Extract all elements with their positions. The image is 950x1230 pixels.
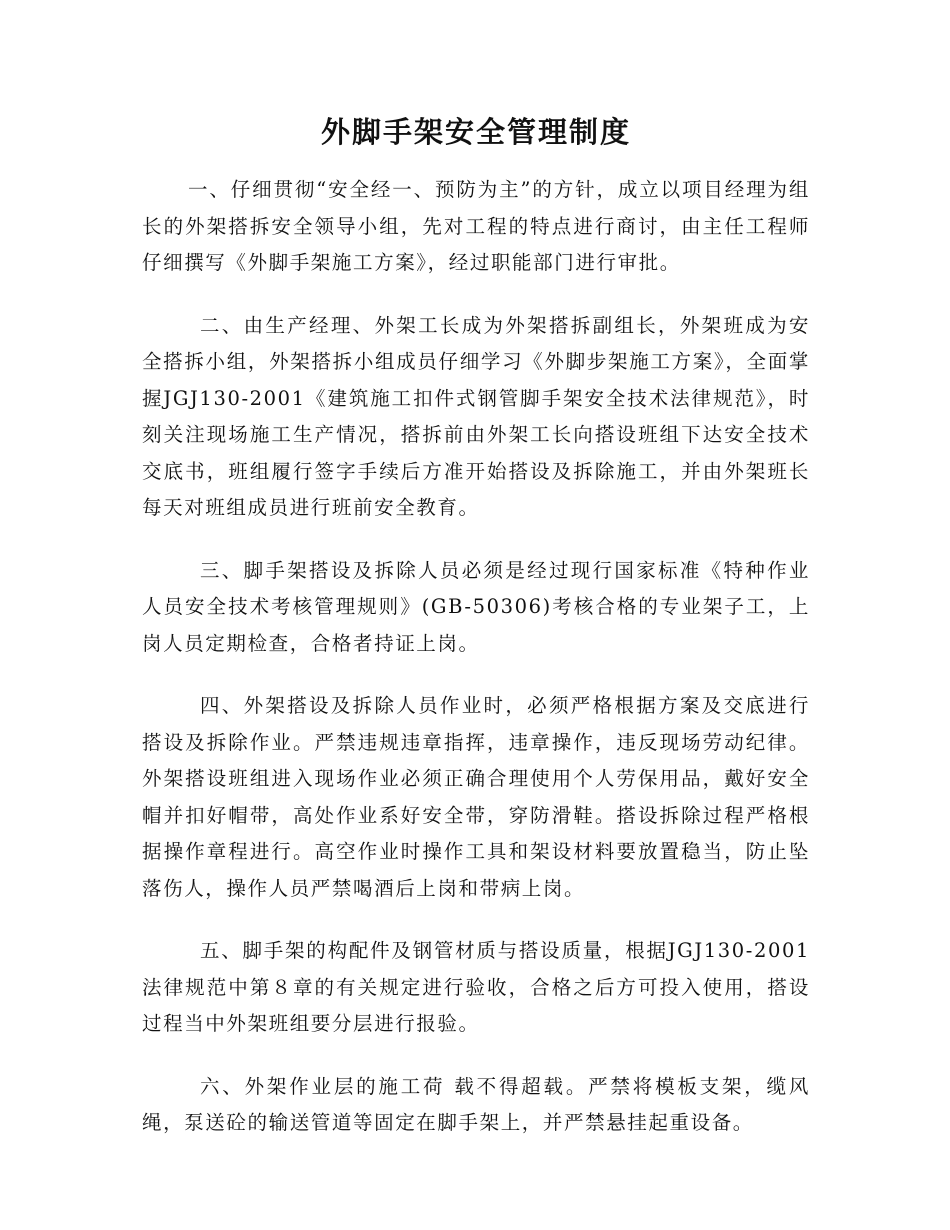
paragraph-1: 一、仔细贯彻“安全经一、预防为主”的方针，成立以项目经理为组长的外架搭拆安全领导小组，先对工程的特点进行商讨，由主任工程师仔细撰写《外脚手架施工方案》，经过职能部门进行审批。: [142, 178, 810, 274]
paragraph-3: 三、脚手架搭设及拆除人员必须是经过现行国家标准《特种作业人员安全技术考核管理规则》(GB-50306)考核合格的专业架子工，上岗人员定期检查，合格者持证上岗。: [142, 558, 810, 655]
paragraph-4: 四、外架搭设及拆除人员作业时，必须严格根据方案及交底进行搭设及拆除作业。严禁违规违章指挥，违章操作，违反现场劳动纪律。外架搭设班组进入现场作业必须正确合理使用个人劳保用品，戴好安全帽并扣好帽带，高处作业系好安全带，穿防滑鞋。搭设拆除过程严格根据操作章程进行。高空作业时操作工具和架设材料要放置稳当，防止坠落伤人，操作人员严禁喝酒后上岗和带病上岗。: [142, 694, 810, 900]
paragraph-2: 二、由生产经理、外架工长成为外架搭拆副组长，外架班成为安全搭拆小组，外架搭拆小组成员仔细学习《外脚步架施工方案》，全面掌握JGJ130-2001《建筑施工扣件式钢管脚手架安全技术法律规范》，时刻关注现场施工生产情况，搭拆前由外架工长向搭设班组下达安全技术交底书，班组履行签字手续后方准开始搭设及拆除施工，并由外架班长每天对班组成员进行班前安全教育。: [142, 313, 810, 519]
paragraph-6: 六、外架作业层的施工荷 载不得超载。严禁将模板支架，缆风绳，泵送砼的输送管道等固定在脚手架上，并严禁悬挂起重设备。: [142, 1074, 810, 1134]
document-title: 外脚手架安全管理制度: [320, 115, 631, 149]
paragraph-5: 五、脚手架的构配件及钢管材质与搭设质量，根据JGJ130-2001法律规范中第８章的有关规定进行验收，合格之后方可投入使用，搭设过程当中外架班组要分层进行报验。: [142, 939, 810, 1035]
